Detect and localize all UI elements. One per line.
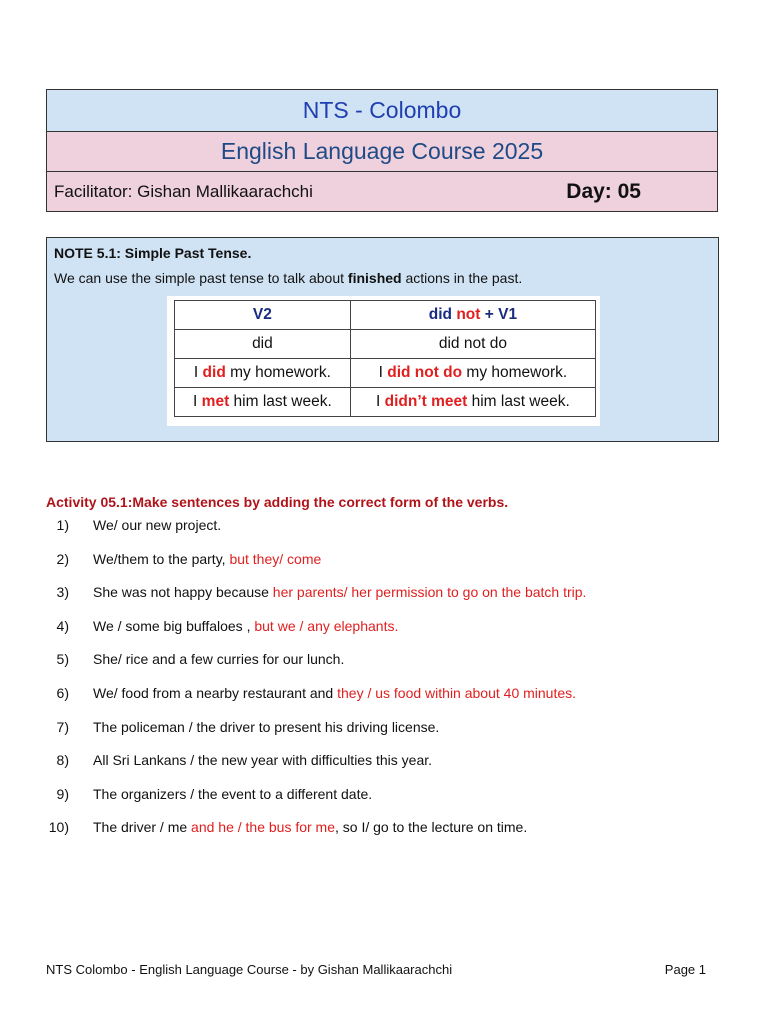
item-part: We/them to the party, — [93, 550, 230, 567]
cell-highlight: did not do — [387, 364, 463, 381]
course-row — [47, 132, 717, 172]
item-part: The policeman / the driver to present his driving license. — [93, 718, 440, 735]
list-item — [46, 517, 726, 551]
activity-title: Activity 05.1:Make sentences by adding the correct form of the verbs. — [46, 494, 509, 510]
note-desc-part: We can use the simple past tense to talk about — [54, 270, 348, 286]
list-item — [46, 551, 726, 585]
item-number: 7) — [56, 718, 69, 735]
list-item — [46, 584, 726, 618]
facilitator-row — [47, 172, 717, 211]
table-row — [175, 330, 596, 359]
item-part: She/ rice and a few curries for our lunch. — [93, 651, 345, 668]
table-cell — [175, 359, 351, 388]
cell-text: I — [193, 393, 202, 410]
table-cell: did — [175, 330, 351, 359]
list-item — [46, 719, 726, 753]
cell-text: + V1 — [480, 306, 518, 323]
org-title: NTS - Colombo — [302, 97, 462, 123]
item-part: The organizers / the event to a different date. — [93, 785, 373, 802]
item-text — [93, 752, 432, 768]
cell-highlight: met — [201, 393, 230, 410]
note-title: NOTE 5.1: Simple Past Tense. — [54, 245, 252, 261]
item-number: 4) — [56, 617, 69, 634]
header-cell-did-not — [350, 301, 595, 330]
item-number: 9) — [56, 785, 69, 802]
header-box — [46, 89, 718, 212]
list-item — [46, 651, 726, 685]
cell-text: him last week. — [467, 393, 570, 410]
item-part: The driver / me — [93, 819, 192, 836]
verb-table-panel — [167, 296, 600, 426]
table-cell — [175, 388, 351, 417]
table-row — [175, 359, 596, 388]
item-number: 3) — [56, 584, 69, 601]
activity-list — [46, 517, 726, 853]
table-row — [175, 388, 596, 417]
list-item — [46, 786, 726, 820]
note-description — [54, 270, 522, 286]
note-box — [46, 237, 719, 442]
note-desc-bold: finished — [347, 270, 402, 286]
note-desc-part: actions in the past. — [401, 270, 523, 286]
item-number: 5) — [56, 651, 69, 668]
item-text — [93, 651, 344, 667]
item-text — [93, 618, 398, 634]
list-item — [46, 618, 726, 652]
cell-highlight: did — [202, 364, 226, 381]
item-part: She was not happy because — [93, 584, 273, 601]
item-part: We/ food from a nearby restaurant and — [93, 684, 338, 701]
header-cell-v2: V2 — [175, 301, 351, 330]
item-part: , so I/ go to the lecture on time. — [335, 819, 528, 836]
table-cell — [350, 359, 595, 388]
item-part-red: they / us food within about 40 minutes. — [337, 684, 577, 701]
page-number: Page 1 — [664, 962, 706, 977]
item-number: 1) — [56, 517, 69, 533]
cell-text: I — [376, 393, 385, 410]
item-part-red: but they/ come — [229, 550, 322, 567]
cell-text: him last week. — [229, 393, 332, 410]
item-number: 2) — [56, 550, 69, 567]
list-item — [46, 752, 726, 786]
cell-text: my homework. — [462, 364, 568, 381]
cell-text: I — [378, 364, 388, 381]
item-number: 8) — [56, 752, 69, 769]
item-number: 6) — [56, 684, 69, 701]
course-title: English Language Course 2025 — [220, 138, 544, 164]
cell-text: I — [193, 364, 203, 381]
table-header-row — [175, 301, 596, 330]
item-part: We / some big buffaloes , — [93, 617, 255, 634]
list-item — [46, 685, 726, 719]
item-part: We/ our new project. — [93, 517, 222, 533]
item-text — [93, 551, 321, 567]
day-label: Day: 05 — [566, 179, 641, 203]
item-part-red: and he / the bus for me — [191, 819, 336, 836]
item-part-red: her parents/ her permission to go on the batch trip. — [272, 584, 587, 601]
facilitator-text: Facilitator: Gishan Mallikaarachchi — [54, 181, 313, 201]
item-text — [93, 685, 576, 701]
item-part: All Sri Lankans / the new year with difficulties this year. — [93, 752, 433, 769]
footer-text: NTS Colombo - English Language Course - by Gishan Mallikaarachchi — [46, 962, 453, 977]
cell-text: did — [428, 306, 457, 323]
cell-highlight: didn’t meet — [384, 393, 468, 410]
table-cell — [350, 388, 595, 417]
verb-table — [174, 300, 596, 417]
table-cell: did not do — [350, 330, 595, 359]
item-text — [93, 819, 527, 835]
item-text — [93, 517, 221, 533]
item-text — [93, 786, 372, 802]
org-row — [47, 90, 717, 132]
cell-text: my homework. — [225, 364, 331, 381]
item-text — [93, 719, 439, 735]
item-number: 10) — [48, 819, 69, 836]
cell-highlight: not — [456, 306, 481, 323]
item-part-red: but we / any elephants. — [254, 617, 399, 634]
item-text — [93, 584, 586, 600]
list-item — [46, 819, 726, 853]
